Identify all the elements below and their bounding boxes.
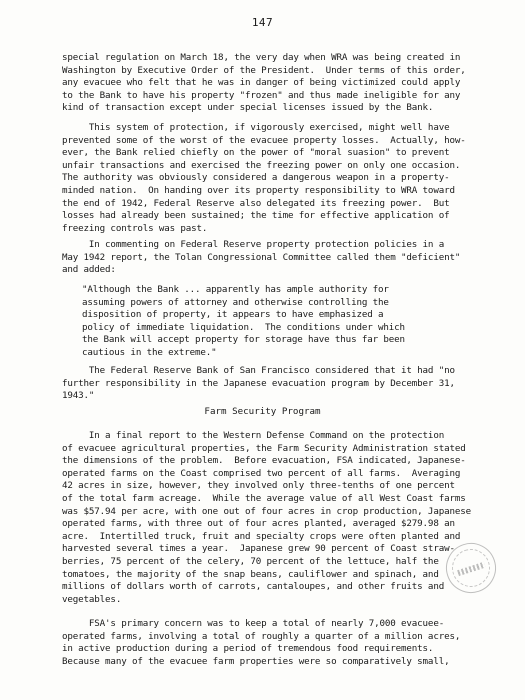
block-quote: "Although the Bank ... apparently has ample authority for assuming powers of attorney and otherwise controlling the disposition of property, it appears to have emphasized a policy of immediate liquidation. The conditions under which the Bank will accept property for storage have thus far been cautious in the extreme." — [82, 284, 405, 358]
page-number: 147 — [251, 16, 274, 29]
paragraph-system-of-protection: This system of protection, if vigorously exercised, might well have prevented some of the worst of the evacuee property losses. Actually, how- ever, the Bank relied chiefly on the power of "moral suasion" to prevent unfair transactions and exercised the freezing power on only one occasion. The authority was obviously considered a dangerous weapon in a property- minded nation. On handing over its property responsibility to WRA toward the end of 1942, Federal Reserve also delegated its freezing power. But losses had already been sustained; the time for effective application of freezing controls was past. — [62, 122, 466, 234]
paragraph-fsa-report: In a final report to the Western Defense Command on the protection of evacuee agricultural properties, the Farm Security Administration stated the dimensions of the problem. Before evacuation, FSA indicated, Japanese- operated farms on the Coast comprised two percent of all farms. Averaging 42 acres in size, however, they involved only three-tenths of one percent of the total farm acreage. While the average value of all West Coast farms was $57.94 per acre, with one out of four acres in crop production, Japanese operated farms, with three out of four acres planted, averaged $279.98 an acre. Intertilled truck, fruit and specialty crops were often planted and harvested several times a year. Japanese grew 90 percent of Coast straw- berries, 75 percent of the celery, 70 percent of the lettuce, half the tomatoes, the majority of the snap beans, cauliflower and spinach, and millions of dollars worth of carrots, cantaloupes, and other fruits and vegetables. — [62, 430, 471, 605]
paragraph-freezing-order: special regulation on March 18, the very day when WRA was being created in Washington by Executive Order of the President. Under terms of this order, any evacuee who felt that he was in danger of being victimized could apply to the Bank to have his property "frozen" and thus made ineligible for any kind of transaction except under special licenses issued by the Bank. — [62, 52, 466, 114]
paragraph-federal-reserve-responsibility: The Federal Reserve Bank of San Francisco considered that it had "no further responsibility in the Japanese evacuation program by December 31, 1943." — [62, 365, 455, 402]
section-heading: Farm Security Program — [204, 406, 321, 417]
paragraph-fsa-concern: FSA's primary concern was to keep a total of nearly 7,000 evacuee- operated farms, involving a total of roughly a quarter of a million acres, in active production during a period of tremendous food requirements. Because many of the evacuee farm properties were so comparatively small, — [62, 618, 461, 667]
paragraph-tolan-committee: In commenting on Federal Reserve property protection policies in a May 1942 report, the Tolan Congressional Committee called them "deficient" and added: — [62, 239, 461, 276]
